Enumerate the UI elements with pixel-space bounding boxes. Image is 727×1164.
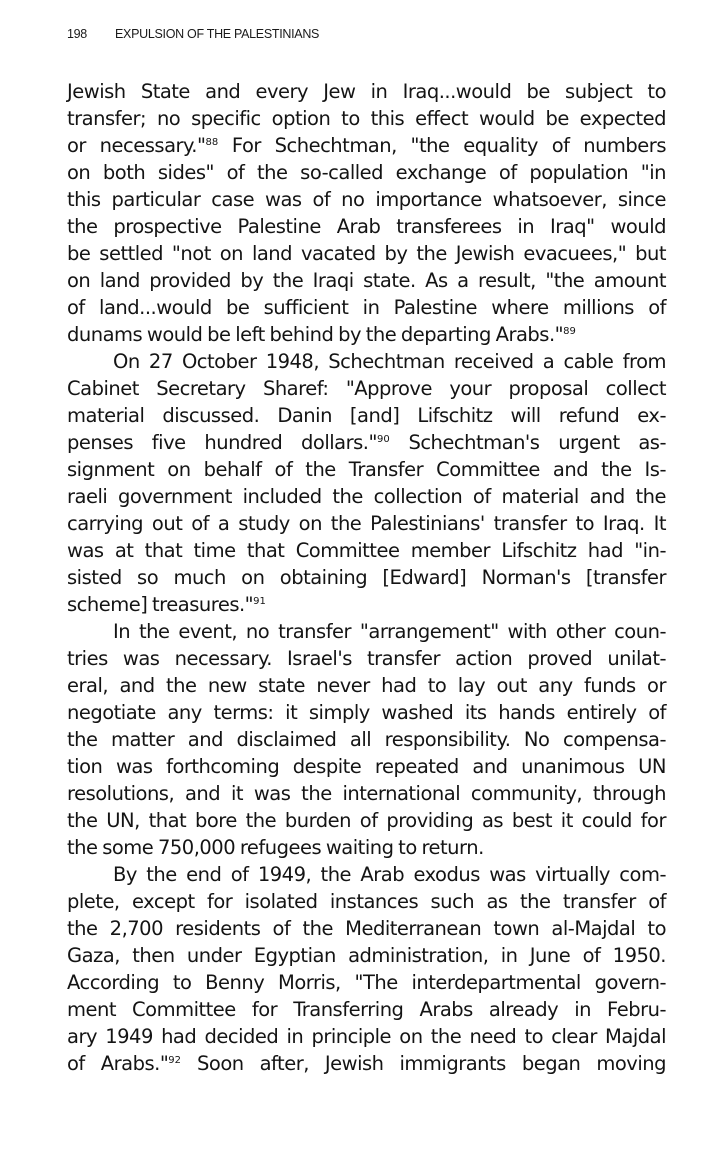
paragraph-start-line: On 27 October 1948, Schechtman received a cable from: [113, 350, 666, 373]
text-line: signment on behalf of the Transfer Committee and the Is-: [67, 458, 666, 481]
text-line: on land provided by the Iraqi state. As a result, "the amount: [67, 269, 666, 292]
text-line: tion was forthcoming despite repeated and unanimous UN: [67, 755, 666, 778]
text-line: raeli government included the collection of material and the: [67, 485, 666, 508]
text-line: of Arabs."$^{92}$ Soon after, Jewish immigrants began moving: [67, 1052, 666, 1075]
text-line: scheme] treasures."$^{91}$: [67, 593, 266, 616]
text-line: Jewish State and every Jew in Iraq...would be subject to: [67, 80, 666, 103]
text-line: Gaza, then under Egyptian administration, in June of 1950.: [67, 944, 666, 967]
body-text: [67, 78, 666, 1077]
text-line: transfer; no specific option to this effect would be expected: [67, 107, 666, 130]
text-line: Cabinet Secretary Sharef: "Approve your proposal collect: [67, 377, 666, 400]
text-line: on both sides" of the so-called exchange of population "in: [67, 161, 666, 184]
text-line: be settled "not on land vacated by the Jewish evacuees," but: [67, 242, 666, 265]
text-line: plete, except for isolated instances such as the transfer of: [67, 890, 666, 913]
footnote-marker: 92: [168, 1055, 182, 1066]
text-line: material discussed. Danin [and] Lifschitz will refund ex-: [67, 404, 666, 427]
footnote-marker: 90: [376, 434, 390, 445]
text-line: the 2,700 residents of the Mediterranean town al-Majdal to: [67, 917, 666, 940]
paragraph-start-line: By the end of 1949, the Arab exodus was virtually com-: [113, 863, 666, 886]
text-line: the UN, that bore the burden of providing as best it could for: [67, 809, 666, 832]
text-line: negotiate any terms: it simply washed its hands entirely of: [67, 701, 666, 724]
text-line: penses five hundred dollars."$^{90}$ Schechtman's urgent as-: [67, 431, 666, 454]
text-line: the some 750,000 refugees waiting to return.: [67, 836, 484, 859]
text-line: the prospective Palestine Arab transferees in Iraq" would: [67, 215, 666, 238]
text-line: carrying out of a study on the Palestinians' transfer to Iraq. It: [67, 512, 666, 535]
running-header: [67, 27, 319, 41]
text-line: sisted so much on obtaining [Edward] Norman's [transfer: [67, 566, 666, 589]
footnote-marker: 88: [205, 137, 219, 148]
text-line: dunams would be left behind by the departing Arabs."$^{89}$: [67, 323, 576, 346]
paragraph-start-line: In the event, no transfer "arrangement" with other coun-: [113, 620, 666, 643]
text-line: resolutions, and it was the international community, through: [67, 782, 666, 805]
text-line: ary 1949 had decided in principle on the need to clear Majdal: [67, 1025, 666, 1048]
page-number: 198: [67, 27, 87, 41]
running-title: EXPULSION OF THE PALESTINIANS: [115, 27, 320, 41]
text-line: tries was necessary. Israel's transfer action proved unilat-: [67, 647, 666, 670]
text-line: eral, and the new state never had to lay out any funds or: [67, 674, 666, 697]
text-line: or necessary."$^{88}$ For Schechtman, "the equality of numbers: [67, 134, 666, 157]
text-line: was at that time that Committee member Lifschitz had "in-: [67, 539, 666, 562]
text-line: the matter and disclaimed all responsibility. No compensa-: [67, 728, 666, 751]
text-line: ment Committee for Transferring Arabs already in Febru-: [67, 998, 666, 1021]
footnote-marker: 89: [563, 326, 576, 337]
footnote-marker: 91: [253, 596, 266, 607]
text-line: this particular case was of no importance whatsoever, since: [67, 188, 666, 211]
text-line: of land...would be sufficient in Palestine where millions of: [67, 296, 666, 319]
text-line: According to Benny Morris, "The interdepartmental govern-: [67, 971, 666, 994]
